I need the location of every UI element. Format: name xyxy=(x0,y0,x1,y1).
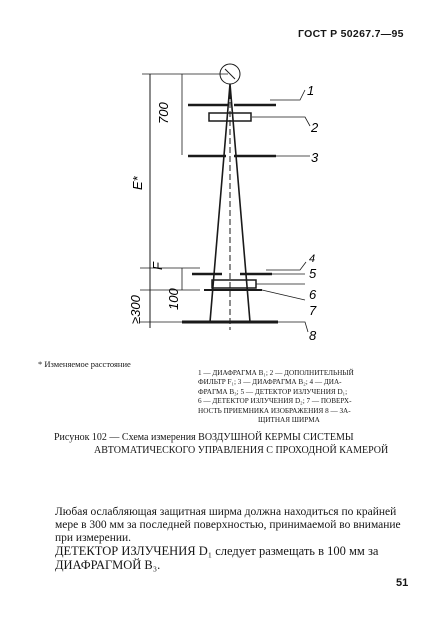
caption-line-2: АВТОМАТИЧЕСКОГО УПРАВЛЕНИЯ С ПРОХОДНОЙ КАМЕРОЙ xyxy=(94,445,389,456)
legend-line: НОСТЬ ПРИЕМНИКА ИЗОБРАЖЕНИЯ 8 — ЗА- xyxy=(198,406,351,415)
callout-4: 4 xyxy=(309,253,316,265)
dim-f: F xyxy=(150,262,165,270)
dim-700: 700 xyxy=(156,102,171,124)
legend-line: ФИЛЬТР F₁; 3 — ДИАФРАГМА B₂; 4 — ДИА- xyxy=(198,378,342,387)
legend-line: 6 — ДЕТЕКТОР ИЗЛУЧЕНИЯ D₂; 7 — ПОВЕРХ- xyxy=(198,397,352,406)
figure-legend xyxy=(198,369,394,425)
figure-caption xyxy=(54,431,414,457)
standard-header: ГОСТ Р 50267.7—95 xyxy=(298,28,404,40)
page-number: 51 xyxy=(396,577,409,589)
callout-7: 7 xyxy=(309,303,317,318)
callout-1: 1 xyxy=(307,83,315,98)
legend-line: ЩИТНАЯ ШИРМА xyxy=(258,416,320,425)
dim-e: E* xyxy=(130,176,145,190)
dim-100: 100 xyxy=(166,288,181,310)
callout-3: 3 xyxy=(311,150,319,165)
callout-2: 2 xyxy=(311,120,319,135)
caption-line-1: Рисунок 102 — Схема измерения ВОЗДУШНОЙ КЕРМЫ СИСТЕМЫ xyxy=(54,432,354,443)
footnote: * Изменяемое расстояние xyxy=(38,359,131,369)
legend-line: 1 — ДИАФРАГМА B₁; 2 — ДОПОЛНИТЕЛЬНЫЙ xyxy=(198,369,354,377)
callout-6: 6 xyxy=(309,287,317,302)
detector-d2 xyxy=(212,280,256,288)
legend-line: ФРАГМА B₃; 5 — ДЕТЕКТОР ИЗЛУЧЕНИЯ D₁; xyxy=(198,387,348,396)
callout-5: 5 xyxy=(309,266,317,281)
body-paragraph-1: Любая ослабляющая защитная ширма должна находиться по крайней мере в 300 мм за последней поверхностью, принимаемой во внимание при измерении. xyxy=(55,506,401,544)
body-paragraph-2: ДЕТЕКТОР ИЗЛУЧЕНИЯ D₁ следует размещать в 100 мм за ДИАФРАГМОЙ B₃. xyxy=(55,544,379,572)
callout-8: 8 xyxy=(309,328,317,343)
dim-300: ≥300 xyxy=(128,295,143,324)
